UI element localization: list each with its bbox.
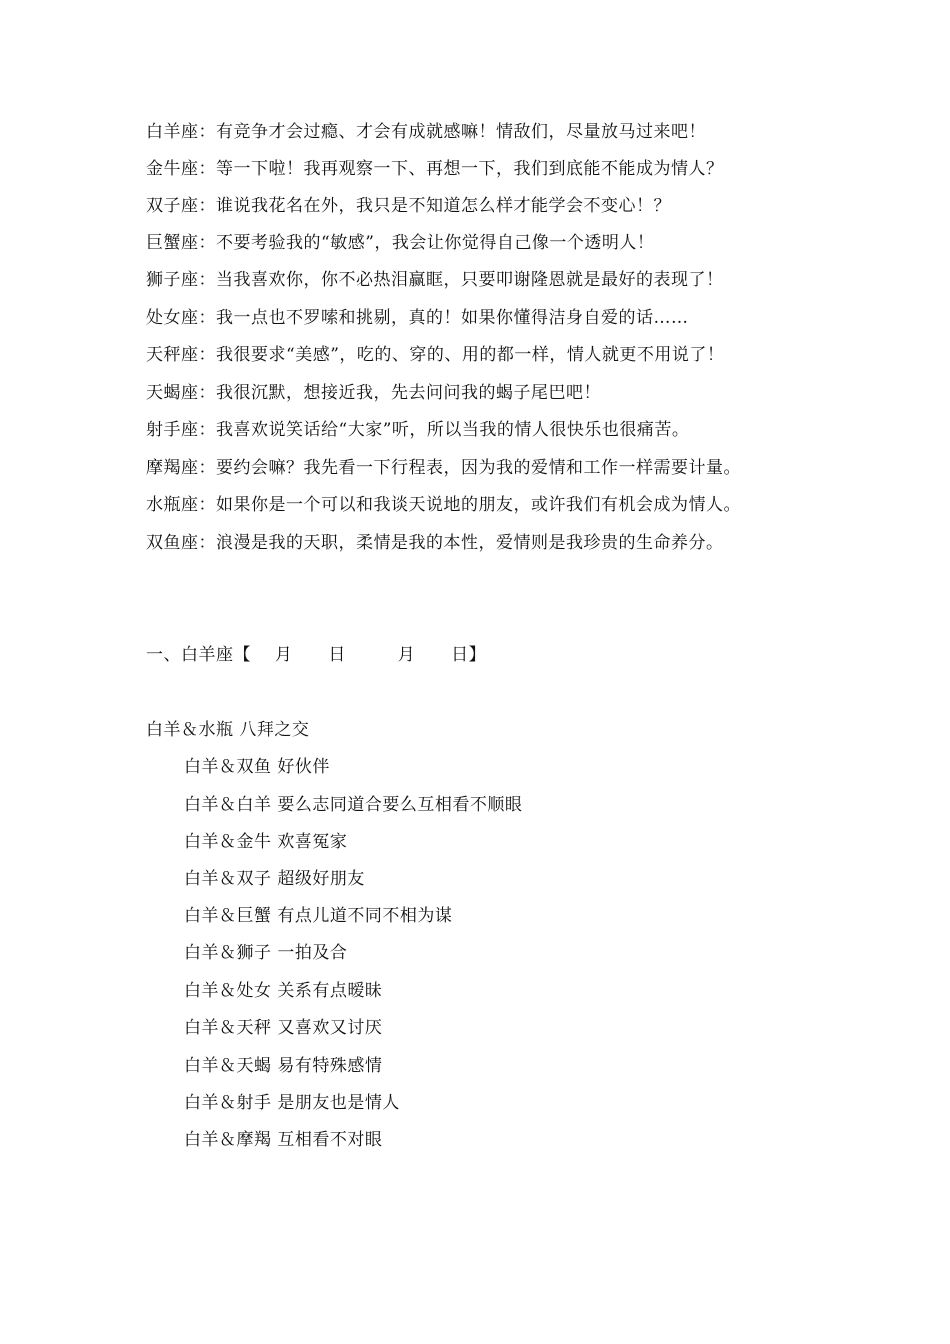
intro-line-pisces: 双鱼座：浪漫是我的天职，柔情是我的本性，爱情则是我珍贵的生命养分。 — [146, 533, 724, 553]
pair-aries-taurus: 白羊＆金牛 欢喜冤家 — [184, 832, 348, 852]
intro-line-virgo: 处女座：我一点也不罗嗦和挑剔，真的！如果你懂得洁身自爱的话…… — [146, 308, 689, 328]
pair-aries-scorpio: 白羊＆天蝎 易有特殊感情 — [184, 1056, 383, 1076]
section-heading-month-2: 月 — [397, 645, 416, 665]
intro-line-cancer: 巨蟹座：不要考验我的“敏感”，我会让你觉得自己像一个透明人！ — [146, 233, 655, 253]
intro-line-libra: 天秤座：我很要求“美感”，吃的、穿的、用的都一样，情人就更不用说了！ — [146, 345, 725, 365]
intro-line-aquarius: 水瓶座：如果你是一个可以和我谈天说地的朋友，或许我们有机会成为情人。 — [146, 495, 741, 515]
pair-aries-gemini: 白羊＆双子 超级好朋友 — [184, 869, 365, 889]
intro-line-leo: 狮子座：当我喜欢你，你不必热泪赢眶，只要叩谢隆恩就是最好的表现了！ — [146, 270, 724, 290]
section-heading-prefix: 一、白羊座【 — [146, 645, 251, 665]
intro-line-taurus: 金牛座：等一下啦！我再观察一下、再想一下，我们到底能不能成为情人？ — [146, 159, 724, 179]
pair-aries-capricorn: 白羊＆摩羯 互相看不对眼 — [184, 1130, 383, 1150]
pair-aries-aries: 白羊＆白羊 要么志同道合要么互相看不顺眼 — [184, 795, 523, 815]
intro-line-gemini: 双子座：谁说我花名在外，我只是不知道怎么样才能学会不变心！？ — [146, 196, 671, 216]
intro-line-capricorn: 摩羯座：要约会嘛？我先看一下行程表，因为我的爱情和工作一样需要计量。 — [146, 458, 741, 478]
pair-aries-virgo: 白羊＆处女 关系有点暧昧 — [184, 981, 383, 1001]
pair-aries-sagittarius: 白羊＆射手 是朋友也是情人 — [184, 1093, 400, 1113]
pair-aries-pisces: 白羊＆双鱼 好伙伴 — [184, 757, 330, 777]
pair-aries-aquarius: 白羊＆水瓶 八拜之交 — [146, 720, 310, 740]
intro-line-sagittarius: 射手座：我喜欢说笑话给“大家”听，所以当我的情人很快乐也很痛苦。 — [146, 420, 690, 440]
section-heading — [146, 645, 486, 665]
section-heading-day-1: 日 — [328, 645, 346, 665]
pair-aries-leo: 白羊＆狮子 一拍及合 — [184, 943, 348, 963]
pair-aries-cancer: 白羊＆巨蟹 有点儿道不同不相为谋 — [184, 906, 453, 926]
intro-line-scorpio: 天蝎座：我很沉默，想接近我，先去问问我的蝎子尾巴吧！ — [146, 383, 601, 403]
section-heading-day-2: 日】 — [451, 645, 487, 665]
intro-line-aries: 白羊座：有竞争才会过瘾、才会有成就感嘛！情敌们，尽量放马过来吧！ — [146, 122, 706, 142]
section-heading-month-1: 月 — [274, 645, 293, 665]
pair-aries-libra: 白羊＆天秤 又喜欢又讨厌 — [184, 1018, 383, 1038]
